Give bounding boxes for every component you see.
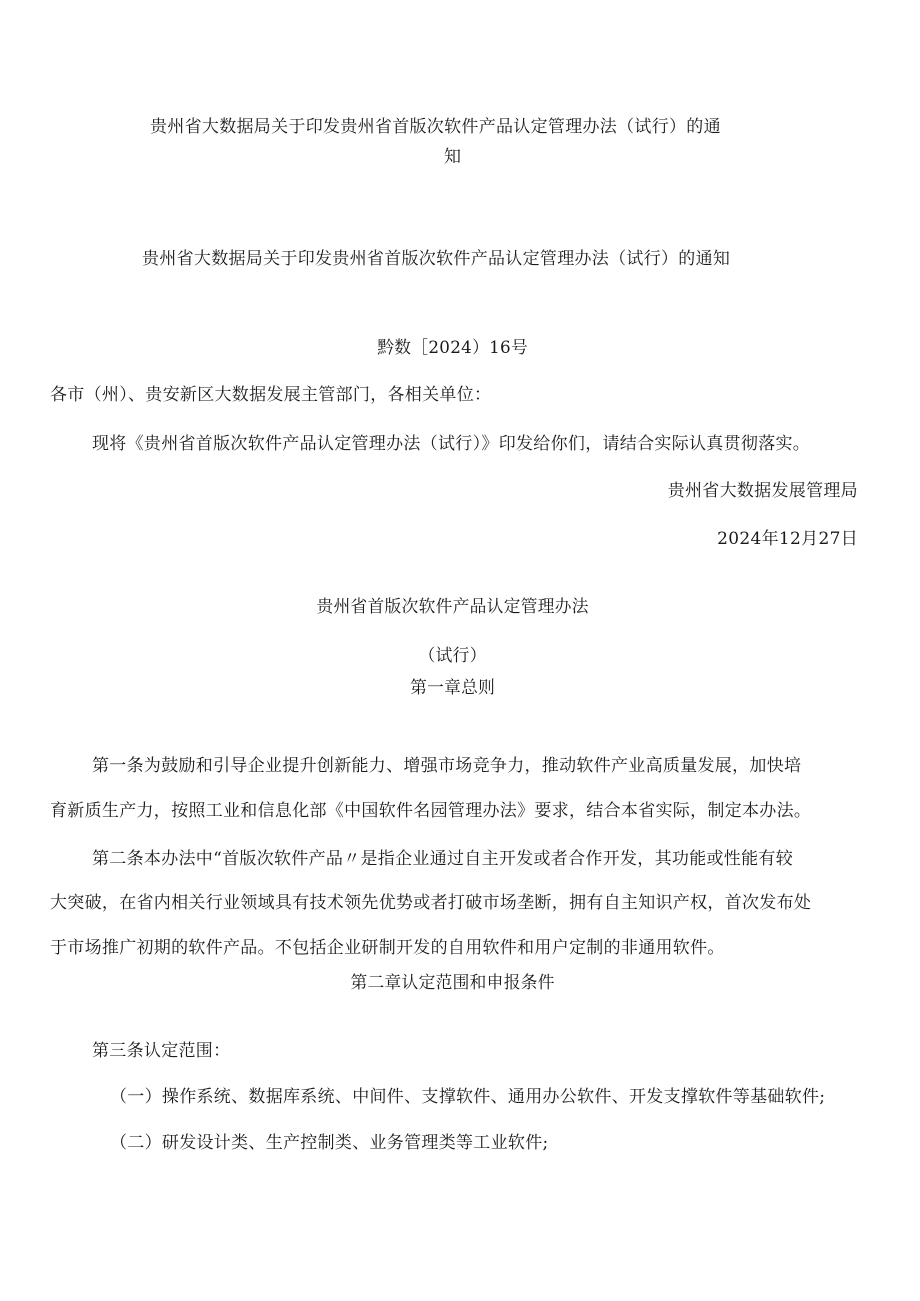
article-2-line-2: 大突破，在省内相关行业领域具有技术领先优势或者打破市场垄断，拥有自主知识产权，首次发布处 — [50, 893, 812, 913]
issue-date: 2024年12月27日 — [717, 529, 858, 549]
article-3-item-2: （二）研发设计类、生产控制类、业务管理类等工业软件; — [110, 1133, 549, 1153]
notice-body: 现将《贵州省首版次软件产品认定管理办法（试行）》印发给你们，请结合实际认真贯彻落实。 — [92, 434, 811, 454]
notice-heading: 贵州省大数据局关于印发贵州省首版次软件产品认定管理办法（试行）的通知 — [142, 249, 731, 269]
doc-title-line-1: 贵州省大数据局关于印发贵州省首版次软件产品认定管理办法（试行）的通 — [150, 117, 721, 137]
article-3-item-1: （一）操作系统、数据库系统、中间件、支撑软件、通用办公软件、开发支撑软件等基础软件; — [110, 1087, 826, 1107]
doc-title-line-2: 知 — [444, 147, 462, 167]
article-2-line-3: 于市场推广初期的软件产品。不包括企业研制开发的自用软件和用户定制的非通用软件。 — [50, 938, 725, 958]
salutation: 各市（州）、贵安新区大数据发展主管部门，各相关单位： — [50, 385, 492, 405]
measures-subtitle: （试行） — [418, 646, 487, 666]
doc-number: 黔数［2024）16号 — [377, 338, 529, 358]
issuer-name: 贵州省大数据发展管理局 — [667, 481, 858, 501]
chapter-1-title: 第一章总则 — [410, 678, 496, 698]
article-2-line-1: 第二条本办法中“首版次软件产品〃是指企业通过自主开发或者合作开发，其功能或性能有较 — [92, 849, 793, 869]
article-3-intro: 第三条认定范围： — [92, 1041, 231, 1061]
article-1-line-1: 第一条为鼓励和引导企业提升创新能力、增强市场竞争力，推动软件产业高质量发展，加快培 — [92, 756, 802, 776]
measures-title: 贵州省首版次软件产品认定管理办法 — [316, 597, 589, 617]
chapter-2-title: 第二章认定范围和申报条件 — [350, 973, 555, 993]
article-1-line-2: 育新质生产力，按照工业和信息化部《中国软件名园管理办法》要求，结合本省实际，制定本办法。 — [50, 801, 812, 821]
